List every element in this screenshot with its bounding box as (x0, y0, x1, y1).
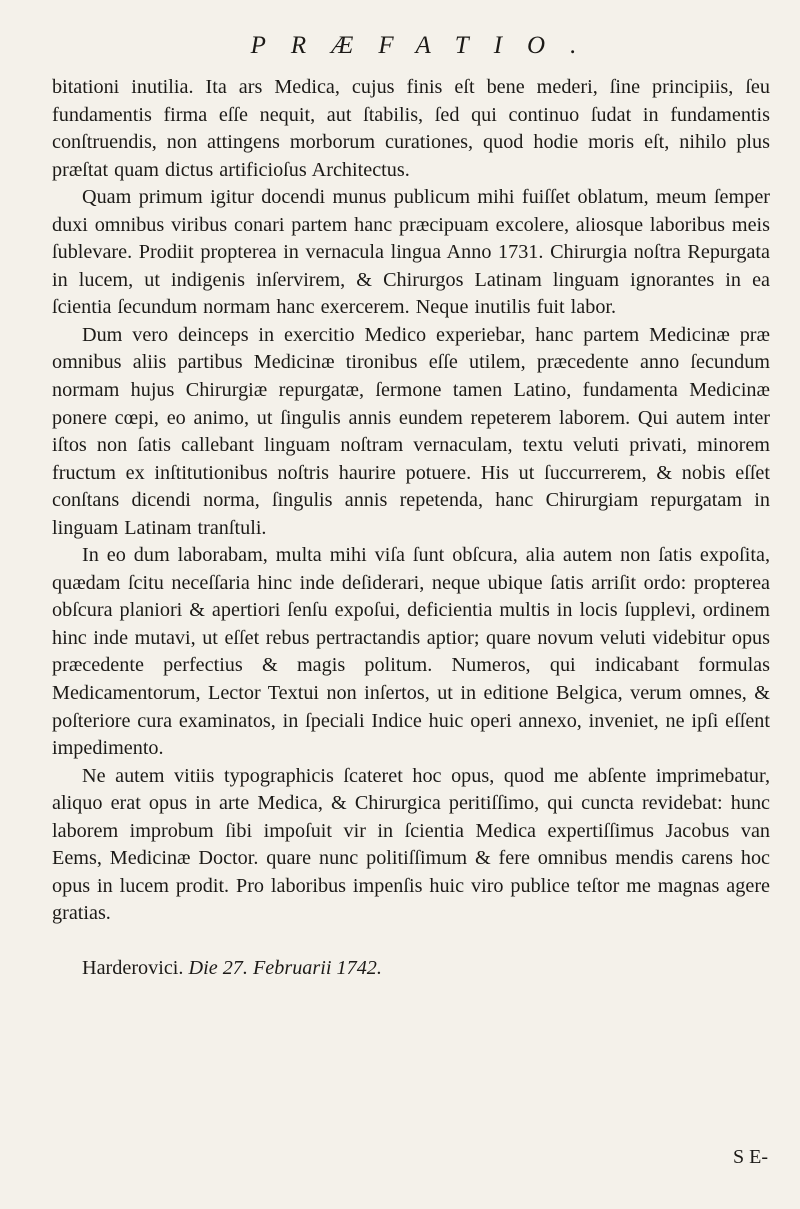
running-head: PRÆFATIO. (250, 32, 602, 59)
paragraph-4: In eo dum laborabam, multa mihi viſa ſunt obſcura, alia autem non ſatis expoſita, quædam ſcitu neceſſaria hinc inde deſiderari, neque ubique ſatis arriſit ordo: propterea obſcura planiori & apertiori ſenſu expoſui, deficientia multis in locis ſupplevi, ordinem hinc inde mutavi, ut eſſet rebus pertractandis aptior; quare novum veluti videbitur opus præcedente perfectius & magis politum. Numeros, qui indicabant formulas Medicamentorum, Lector Textui non inſertos, ut in editione Belgica, verum omnes, & poſteriore cura examinatos, in ſpeciali Indice huic operi annexo, inveniet, ne ipſi eſſent impedimento. (52, 544, 770, 760)
page (52, 26, 770, 982)
paragraph-2: Quam primum igitur docendi munus publicum mihi fuiſſet oblatum, meum ſemper duxi omnibus viribus conari partem hanc præcipuam excolere, aliosque laboribus meis ſublevare. Prodiit propterea in vernacula lingua Anno 1731. Chirurgia noſtra Repurgata in lucem, ut indigenis inſervirem, & Chirurgos Latinam linguam ignorantes in ea ſcientia ſecundum normam hanc exercerem. Neque inutilis fuit labor. (52, 186, 770, 319)
catchword: S E- (733, 1146, 768, 1168)
signoff-place: Harderovici. (82, 956, 184, 979)
paragraph-1: bitationi inutilia. Ita ars Medica, cujus finis eſt bene mederi, ſine principiis, ſeu fundamentis firma eſſe nequit, aut ſtabilis, ſed qui continuo ſudat in fundamentis conſtruendis, non attingens morborum curationes, quod hodie moris eſt, nihilo plus præſtat quam dictus artificioſus Architectus. (52, 76, 770, 181)
paragraph-5: Ne autem vitiis typographicis ſcateret hoc opus, quod me abſente imprimebatur, aliquo erat opus in arte Medica, & Chirurgica peritiſſimo, qui cuncta revidebat: hunc laborem improbum ſibi impoſuit vir in ſcientia Medica expertiſſimus Jacobus van Eems, Medicinæ Doctor. quare nunc politiſſimum & fere omnibus mendis carens hoc opus in lucem prodit. Pro laboribus impenſis huic viro publice teſtor me magnas agere gratias. (52, 764, 770, 925)
signoff (82, 954, 770, 982)
paragraph-3: Dum vero deinceps in exercitio Medico experiebar, hanc partem Medicinæ præ omnibus aliis partibus Medicinæ tironibus eſſe utilem, præcedente anno ſecundum normam hujus Chirurgiæ repurgatæ, ſermone tamen Latino, fundamenta Medicinæ ponere cœpi, eo animo, ut ſingulis annis eundem repeterem laborem. Qui autem inter iſtos non ſatis callebant linguam noſtram vernaculam, textu veluti privati, minorem fructum ex inſtitutionibus noſtris haurire potuere. His ut ſuccurrerem, & nobis eſſet conſtans dicendi norma, ſingulis annis repetenda, hanc Chirurgiam repurgatam in linguam Latinam tranſtuli. (52, 323, 770, 539)
signoff-date: Die 27. Februarii 1742. (188, 956, 382, 979)
body-text (52, 74, 770, 928)
